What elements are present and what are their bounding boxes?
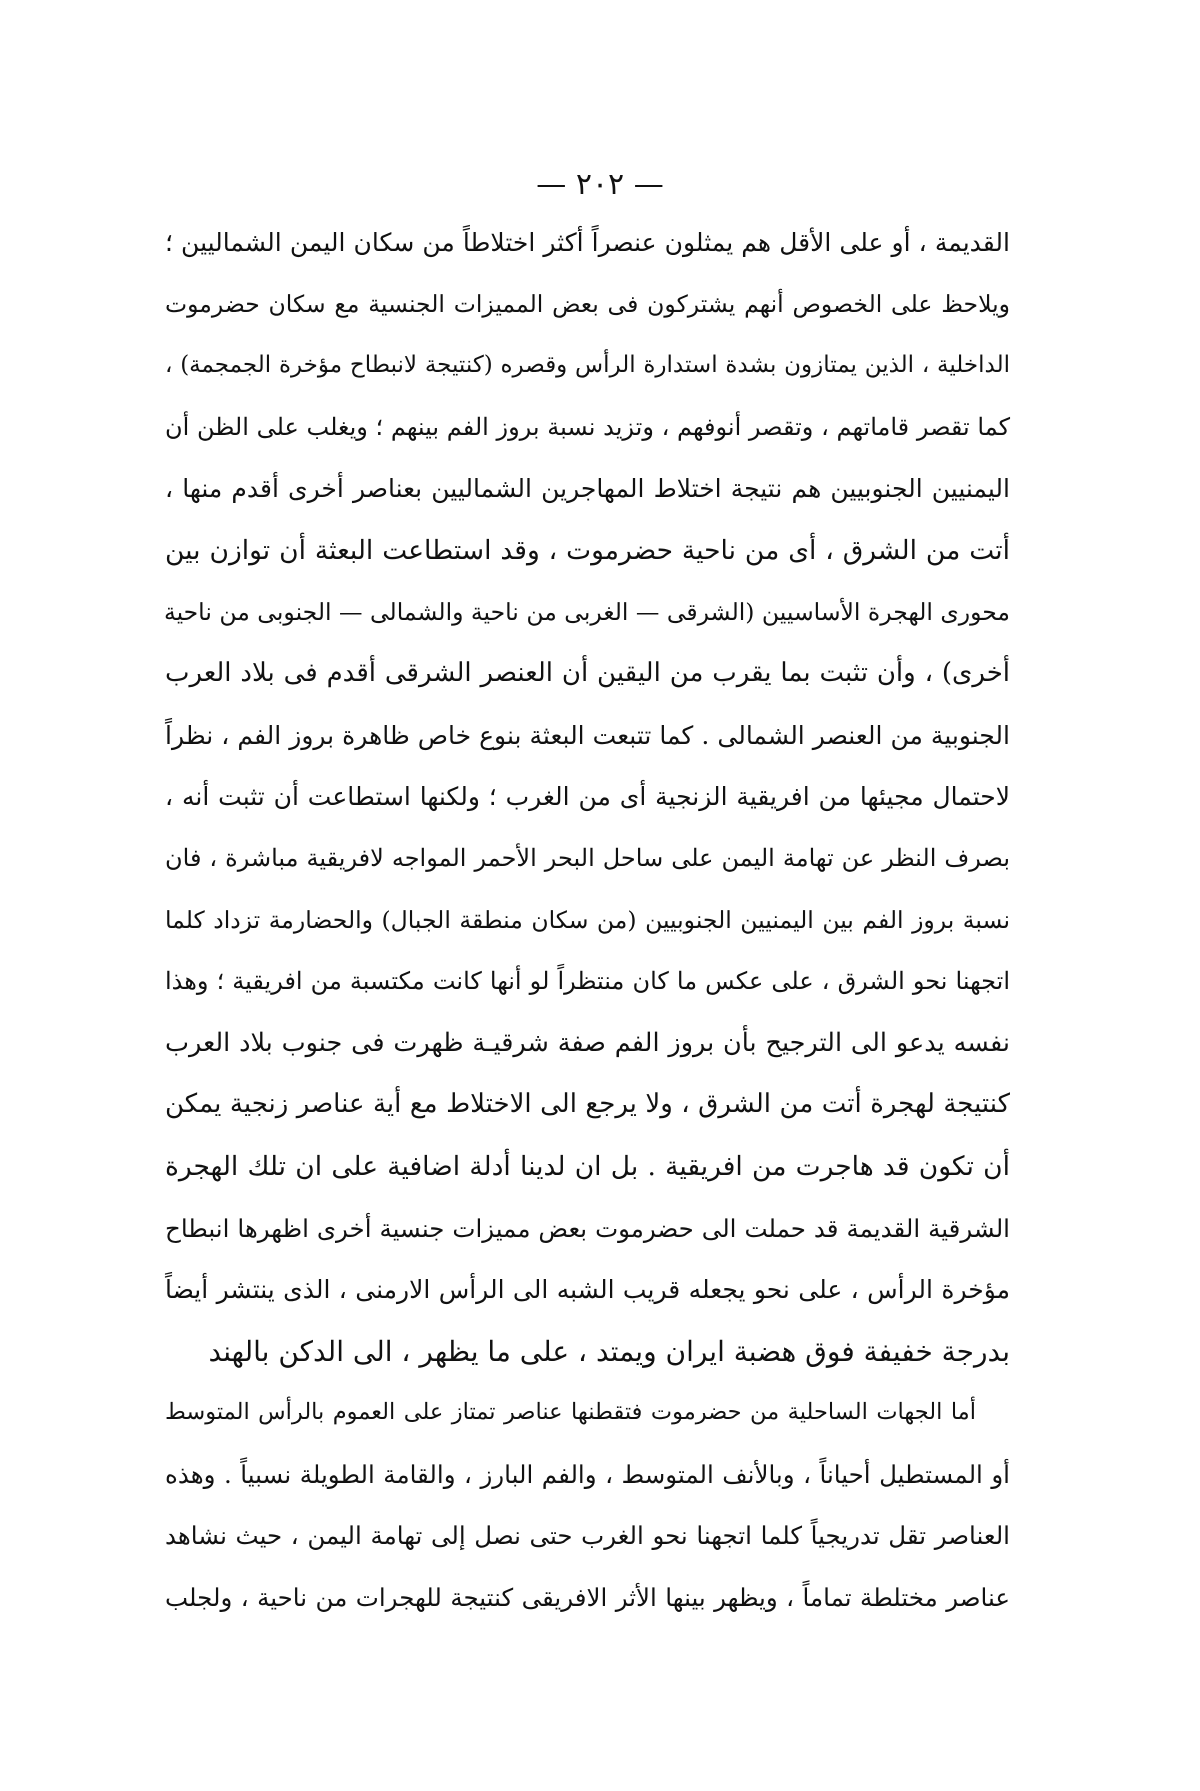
text-line: نسبة بروز الفم بين اليمنيين الجنوبيين (من سكان منطقة الجبال) والحضارمة تزداد كلما xyxy=(165,905,1010,934)
text-line: كنتيجة لهجرة أتت من الشرق ، ولا يرجع الى الاختلاط مع أية عناصر زنجية يمكن xyxy=(165,1089,1010,1120)
text-line: أن تكون قد هاجرت من افريقية . بل ان لدينا أدلة اضافية على ان تلك الهجرة xyxy=(165,1150,1010,1182)
text-line: عناصر مختلطة تماماً ، ويظهر بينها الأثر الافريقى كنتيجة للهجرات من ناحية ، ولجلب xyxy=(165,1583,1010,1613)
text-line: اليمنيين الجنوبيين هم نتيجة اختلاط المهاجرين الشماليين بعناصر أخرى أقدم منها ، xyxy=(165,474,1010,504)
text-line: نفسه يدعو الى الترجيح بأن بروز الفم صفة شرقيـة ظهرت فى جنوب بلاد العرب xyxy=(165,1027,1010,1058)
paragraph-1 xyxy=(165,212,1010,1382)
text-line: أتت من الشرق ، أى من ناحية حضرموت ، وقد استطاعت البعثة أن توازن بين xyxy=(165,534,1010,566)
text-line: كما تقصر قاماتهم ، وتقصر أنوفهم ، وتزيد نسبة بروز الفم بينهم ؛ ويغلب على الظن أن xyxy=(165,412,1010,441)
text-line: القديمة ، أو على الأقل هم يمثلون عنصراً أكثر اختلاطاً من سكان اليمن الشماليين ؛ xyxy=(165,228,1010,257)
text-line: ويلاحظ على الخصوص أنهم يشتركون فى بعض المميزات الجنسية مع سكان حضرموت xyxy=(165,289,1010,318)
text-line: أخرى) ، وأن تثبت بما يقرب من اليقين أن العنصر الشرقى أقدم فى بلاد العرب xyxy=(165,658,1010,689)
text-line: أما الجهات الساحلية من حضرموت فتقطنها عناصر تمتاز على العموم بالرأس المتوسط xyxy=(165,1399,976,1426)
text-line: الشرقية القديمة قد حملت الى حضرموت بعض مميزات جنسية أخرى اظهرها انبطاح xyxy=(165,1213,1010,1243)
text-line: اتجهنا نحو الشرق ، على عكس ما كان منتظراً لو أنها كانت مكتسبة من افريقية ؛ وهذا xyxy=(165,967,1010,996)
text-line: مؤخرة الرأس ، على نحو يجعله قريب الشبه الى الرأس الارمنى ، الذى ينتشر أيضاً xyxy=(165,1275,1011,1305)
page-number: — ٢٠٢ — xyxy=(536,167,664,202)
text-line: لاحتمال مجيئها من افريقية الزنجية أى من الغرب ؛ ولكنها استطاعت أن تثبت أنه ، xyxy=(165,782,1010,812)
text-line: محورى الهجرة الأساسيين (الشرقى — الغربى من ناحية والشمالى — الجنوبى من ناحية xyxy=(163,597,1010,626)
paragraph-2 xyxy=(165,1382,1010,1628)
text-line: بدرجة خفيفة فوق هضبة ايران ويمتد ، على ما يظهر ، الى الدكن بالهند xyxy=(208,1334,1010,1368)
body-text xyxy=(165,212,1010,1629)
text-line: بصرف النظر عن تهامة اليمن على ساحل البحر الأحمر المواجه لافريقية مباشرة ، فان xyxy=(165,843,1010,872)
text-line: الداخلية ، الذين يمتازون بشدة استدارة الرأس وقصره (كنتيجة لانبطاح مؤخرة الجمجمة) ، xyxy=(165,352,1010,379)
text-line: العناصر تقل تدريجياً كلما اتجهنا نحو الغرب حتى نصل إلى تهامة اليمن ، حيث نشاهد xyxy=(165,1521,1010,1551)
text-line: أو المستطيل أحياناً ، وبالأنف المتوسط ، والفم البارز ، والقامة الطويلة نسبياً . وهذه xyxy=(165,1459,1010,1489)
text-line: الجنوبية من العنصر الشمالى . كما تتبعت البعثة بنوع خاص ظاهرة بروز الفم ، نظراً xyxy=(165,720,1010,750)
